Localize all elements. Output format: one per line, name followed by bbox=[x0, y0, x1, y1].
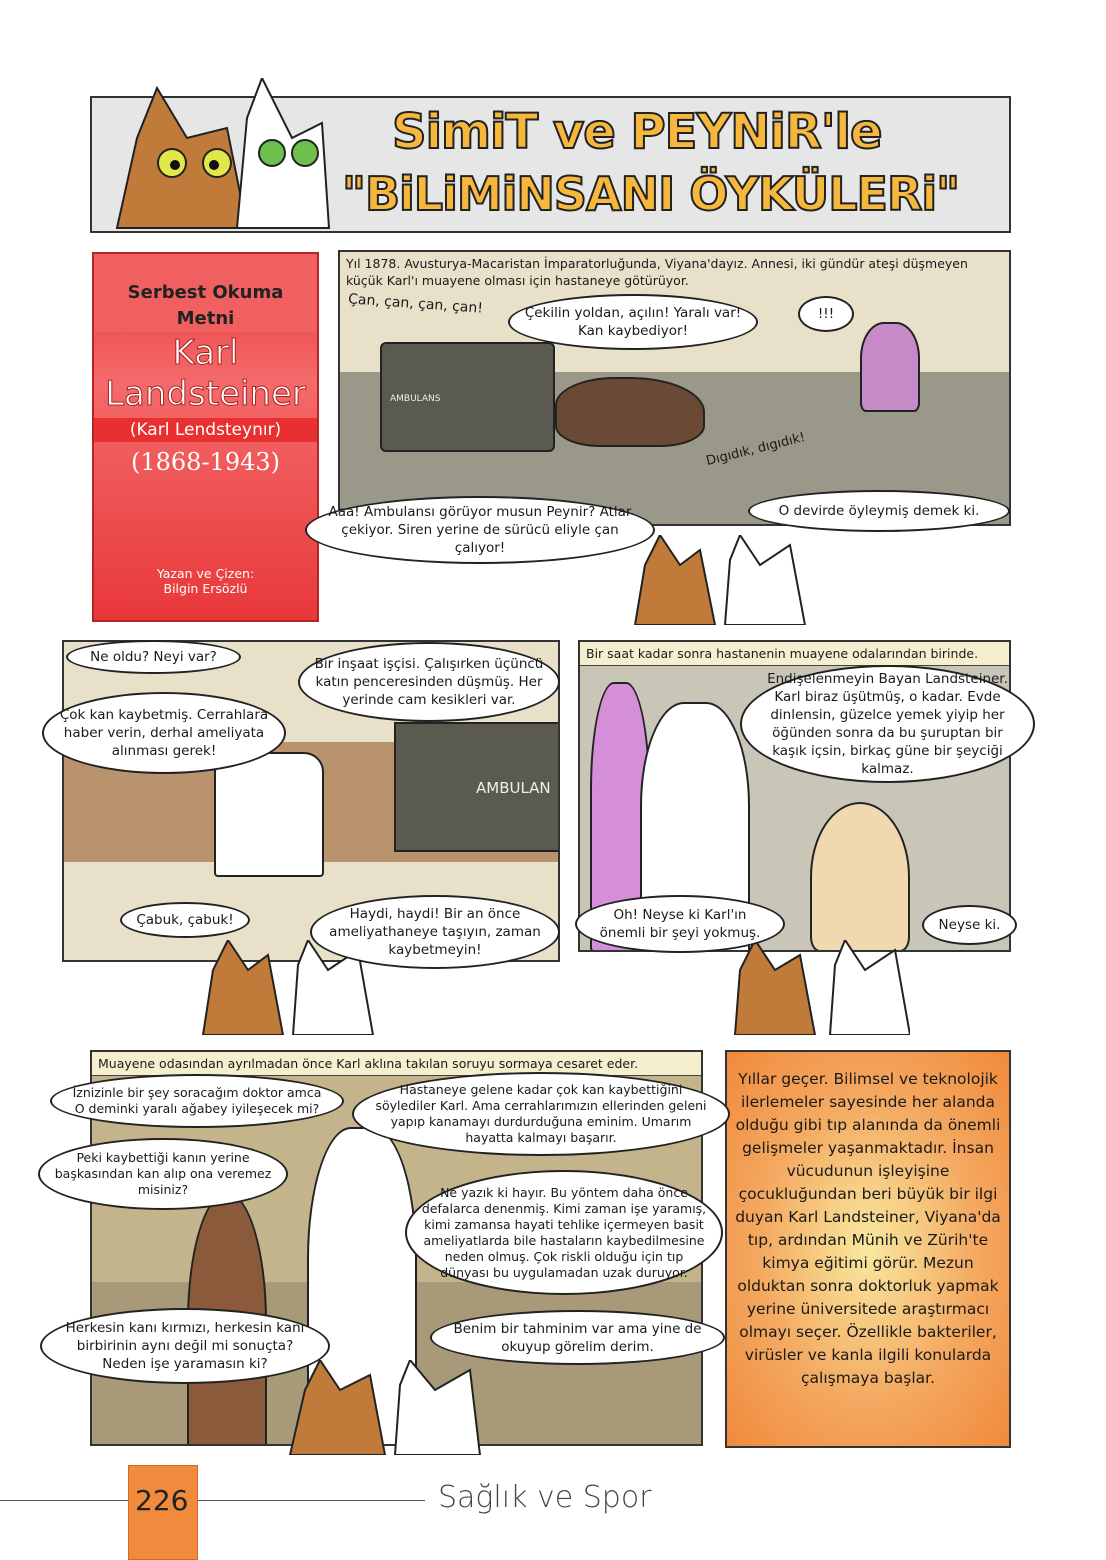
hospital-staff bbox=[214, 752, 324, 877]
comic-header bbox=[90, 96, 1011, 233]
karl-speech-bubble-transfusion: Peki kaybettiği kanın yerine başkasından kan alıp ona veremez misiniz? bbox=[38, 1138, 288, 1210]
ambulance-wagon bbox=[394, 722, 560, 852]
credits-name: Bilgin Ersözlü bbox=[163, 581, 248, 596]
bell-sound: Çan, çan, çan, çan! bbox=[347, 291, 484, 317]
panel-ambulance-street bbox=[338, 250, 1011, 526]
doctor-speech-bubble-surgeons: Hastaneye gelene kadar çok kan kaybettiğini söylediler Karl. Ama cerrahlarımızın ellerinden geleni yapıp kanamayı durdurduğuna eminim. Umarım hayatta kalmayı başarır. bbox=[352, 1072, 730, 1156]
doctor-speech-bubble-risk: Ne yazık ki hayır. Bu yöntem daha önce defalarca denenmiş. Kimi zaman işe yaramış, kimi zamansa hayati tehlike içermeyen basit ameliyatlarda bile hastaların kaybedilmesine neden olmuş. Çok riskli olduğu için tıp dünyası bu uygulamadan uzak duruyor. bbox=[405, 1170, 723, 1295]
cat-pair-icon bbox=[710, 940, 910, 1035]
speech-bubble-what-happened: Ne oldu? Neyi var? bbox=[66, 640, 241, 674]
pronunciation: (Karl Lendsteynır) bbox=[94, 418, 317, 442]
caption: Bir saat kadar sonra hastanenin muayene odalarından birinde. bbox=[580, 642, 1009, 666]
doctor-speech-bubble: Endişelenmeyin Bayan Landsteiner. Karl biraz üşütmüş, o kadar. Evde dinlensin, güzelce yemek yiyip her öğünden sonra da bu şuruptan bir kaşık içsin, birkaç güne bir şeyciği kalmaz. bbox=[740, 665, 1035, 783]
cat-pair-icon bbox=[285, 1360, 485, 1455]
cat-speech-bubble-red-blood: Herkesin kanı kırmızı, herkesin kanı birbirinin aynı değil mi sonuçta? Neden işe yaramasın ki? bbox=[40, 1308, 330, 1384]
speech-bubble-hurry: Çabuk, çabuk! bbox=[120, 902, 250, 938]
page-number-tab bbox=[128, 1465, 198, 1560]
cat-simit-icon bbox=[97, 78, 332, 233]
simit-speech-bubble: O devirde öyleymiş demek ki. bbox=[748, 490, 1010, 532]
section-title: Sağlık ve Spor bbox=[438, 1480, 652, 1515]
cat-speech-bubble-guess: Benim bir tahminim var ama yine de okuyup görelim derim. bbox=[430, 1310, 725, 1365]
cat-speech-bubble-agree: Neyse ki. bbox=[922, 905, 1017, 945]
driver-speech-bubble: Çekilin yoldan, açılın! Yaralı var! Kan kaybediyor! bbox=[508, 294, 758, 350]
caption: Muayene odasından ayrılmadan önce Karl aklına takılan soruyu sormaya cesaret eder. bbox=[92, 1052, 701, 1076]
caption: Yıl 1878. Avusturya-Macaristan İmparatorluğunda, Viyana'dayız. Annesi, iki gündür ateşi düşmeyen küçük Karl'ı muayene olması için hastaneye götürüyor. bbox=[346, 256, 968, 288]
intro-box bbox=[92, 252, 319, 622]
speech-bubble-blood-loss: Çok kan kaybetmiş. Cerrahlara haber verin, derhal ameliyata alınması gerek! bbox=[42, 692, 286, 774]
footer-line bbox=[0, 1500, 425, 1501]
mother-and-karl bbox=[860, 322, 920, 412]
cat-speech-bubble-relief: Oh! Neyse ki Karl'ın önemli bir şeyi yokmuş. bbox=[575, 895, 785, 953]
scientist-first-name: Karl bbox=[172, 333, 239, 373]
cat-pair-icon bbox=[630, 535, 810, 625]
credits-label: Yazan ve Çizen: bbox=[156, 566, 255, 581]
title-line-2: "BiLiMiNSANI ÖYKÜLERi" bbox=[342, 167, 960, 221]
wagon-sign: AMBULANS bbox=[390, 394, 441, 404]
page-number: 226 bbox=[135, 1484, 189, 1517]
thought-bubble: !!! bbox=[798, 296, 854, 332]
title-line-1: SimiT ve PEYNiR'le bbox=[392, 104, 882, 160]
reading-label: Serbest Okuma Metni bbox=[94, 254, 317, 332]
narrative-box bbox=[725, 1050, 1011, 1448]
karl-boy bbox=[810, 802, 910, 952]
peynir-speech-bubble: Aaa! Ambulansı görüyor musun Peynir? Atlar çekiyor. Siren yerine de sürücü eliyle çan çalıyor! bbox=[305, 496, 655, 564]
speech-bubble-worker-fell: Bir inşaat işçisi. Çalışırken üçüncü katın penceresinden düşmüş. Her yerinde cam kesikleri var. bbox=[298, 642, 560, 722]
narrative-text: Yıllar geçer. Bilimsel ve teknolojik ilerlemeler sayesinde her alanda olduğu gibi tıp alanında da önemli gelişmeler yaşanmaktadır. İnsan vücudunun işleyişine çocukluğundan beri büyük bir ilgi duyan Karl Landsteiner, Viyana'da tıp, ardından Münih ve Zürih'te kimya eğitimi görür. Mezun olduktan sonra doktorluk yapmak yerine üniversitede araştırmacı olmayı seçer. Özellikle bakteriler, virüsler ve kanla ilgili konularda çalışmaya başlar. bbox=[735, 1070, 1001, 1387]
life-years: (1868-1943) bbox=[131, 448, 280, 476]
karl-speech-bubble-question: İznizinle bir şey soracağım doktor amca O deminki yaralı ağabey iyileşecek mi? bbox=[50, 1074, 344, 1128]
scientist-last-name: Landsteiner bbox=[105, 374, 306, 414]
speech-bubble-operating-room: Haydi, haydi! Bir an önce ameliyathaneye taşıyın, zaman kaybetmeyin! bbox=[310, 895, 560, 969]
horse bbox=[555, 377, 705, 447]
hoof-sound: Dıgıdık, dıgıdık! bbox=[704, 429, 807, 470]
ambulance-wagon bbox=[380, 342, 555, 452]
wagon-sign: AMBULAN bbox=[476, 779, 551, 797]
